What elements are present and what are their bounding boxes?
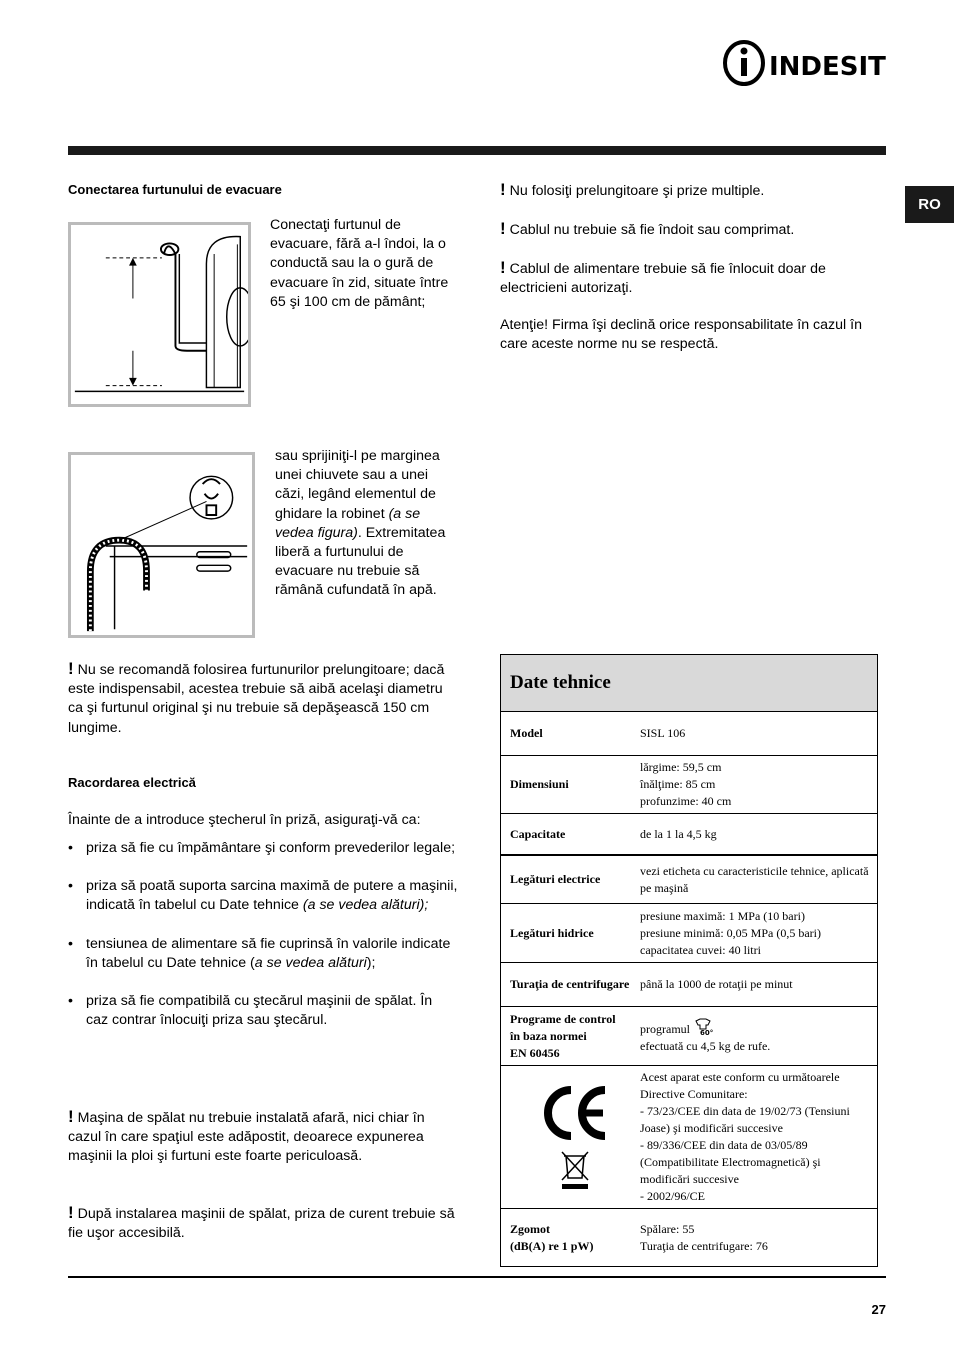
table-row xyxy=(501,1209,877,1266)
warning-socket-access: ! După instalarea maşinii de spălat, priza de curent trebuie să fie uşor accesibilă. xyxy=(68,1203,455,1242)
technical-data-table xyxy=(500,654,878,1267)
row-label: Turaţia de centrifugare xyxy=(510,977,630,991)
row-label: Capacitate xyxy=(510,826,566,841)
row-label: Zgomot (dB(A) re 1 pW) xyxy=(510,1221,594,1253)
row-label: Legături hidrice xyxy=(510,925,594,940)
table-row xyxy=(501,963,877,1007)
section-heading-electric: Racordarea electrică xyxy=(68,775,196,790)
indesit-logo xyxy=(722,40,892,86)
table-row xyxy=(501,814,877,856)
top-rule xyxy=(68,146,886,155)
ce-cell xyxy=(501,1066,640,1208)
list-item: • priza să poată suporta sarcina maximă de putere a maşinii, indicată în tabelul cu Date tehnice (a se vedea alături); xyxy=(68,877,458,915)
warning-extension-hoses: ! Nu se recomandă folosirea furtunurilor prelungitoare; dacă este indispensabil, acestea trebuie să aibă acelaşi diametru ca şi furtunul original şi nu trebuie să depăşească 150 cm lungime. xyxy=(68,659,445,736)
ce-directives: Acest aparat este conform cu următoarele Directive Comunitare: - 73/23/CEE din data de 19/02/73 (Tensiuni Joase) şi modificări succesive - 89/336/CEE din data de 03/05/89 (Compatibilitate Electromagnetică) şi modificări succesive - 2002/96/CE xyxy=(640,1070,850,1203)
row-label: Programe de control în baza normei EN 60456 xyxy=(510,1011,616,1060)
row-value: vezi eticheta cu caracteristicile tehnice, aplicată pe maşină xyxy=(640,863,869,895)
table-row xyxy=(501,1007,877,1066)
section-heading-drain: Conectarea furtunului de evacuare xyxy=(68,182,282,197)
list-item: • tensiunea de alimentare să fie cuprinsă în valorile indicate în tabelul cu Date tehnice (a se vedea alături); xyxy=(68,935,458,973)
table-row xyxy=(501,712,877,756)
liability-note: Atenţie! Firma îşi declină orice responsabilitate în cazul în care aceste norme nu se respectă. xyxy=(500,317,862,353)
row-label: Dimensiuni xyxy=(510,777,569,791)
list-item: • priza să fie cu împământare şi conform prevederilor legale; xyxy=(68,839,458,858)
row-value: până la 1000 de rotaţii pe minut xyxy=(640,977,793,991)
language-tab: RO xyxy=(905,186,954,223)
drain-hose-sink-figure xyxy=(68,452,255,638)
row-value: SISL 106 xyxy=(640,726,686,740)
drain-hose-wall-figure xyxy=(68,222,251,407)
row-value: Spălare: 55 Turaţia de centrifugare: 76 xyxy=(640,1221,768,1253)
weee-bin-icon xyxy=(560,1150,590,1190)
list-item: • priza să fie compatibilă cu ştecărul maşinii de spălat. În caz contrar înlocuiţi priza sau ştecărul. xyxy=(68,992,458,1030)
table-title: Date tehnice xyxy=(501,655,877,712)
drain-paragraph-1: Conectaţi furtunul de evacuare, fără a-l îndoi, la o conductă sau la o gură de evacuare în zid, situate între 65 şi 100 cm de pământ; xyxy=(270,217,449,310)
row-label: Model xyxy=(510,726,543,740)
brand-name: INDESIT xyxy=(769,52,886,82)
row-value: programul 60° efectuată cu 4,5 kg de rufe. xyxy=(640,1007,877,1065)
bottom-rule xyxy=(68,1276,886,1278)
electric-intro: Înainte de a introduce ştecherul în priză, asiguraţi-vă ca: xyxy=(68,812,421,828)
table-row xyxy=(501,904,877,963)
cotton-program-icon xyxy=(693,1018,713,1036)
ce-mark-icon xyxy=(541,1084,609,1142)
row-label: Legături electrice xyxy=(510,872,601,886)
warning-cable-replace: ! Cablul de alimentare trebuie să fie înlocuit doar de electricieni autorizaţi. xyxy=(500,258,826,297)
warning-no-extension: ! Nu folosiţi prelungitoare şi prize multiple. xyxy=(500,180,765,199)
electric-checklist xyxy=(68,839,458,1049)
row-value: lărgime: 59,5 cm înălţime: 85 cm profunzime: 40 cm xyxy=(640,760,732,808)
table-row xyxy=(501,756,877,814)
warning-outdoor: ! Maşina de spălat nu trebuie instalată afară, nici chiar în cazul în care spaţiul este adăpostit, deoarece expunerea maşinii la ploi şi furtuni este foarte periculoasă. xyxy=(68,1107,425,1165)
drain-paragraph-2: sau sprijiniţi-l pe marginea unei chiuvete sau a unei căzi, legând elementul de ghidare la robinet (a se vedea figura). Extremitatea liberă a furtunului de evacuare nu trebuie să rămână cufundată în apă. xyxy=(275,448,446,599)
svg-text:60°: 60° xyxy=(700,1028,713,1036)
table-row xyxy=(501,856,877,904)
warning-cable-bend: ! Cablul nu trebuie să fie îndoit sau comprimat. xyxy=(500,219,795,238)
row-value: presiune maximă: 1 MPa (10 bari) presiune minimă: 0,05 MPa (0,5 bari) capacitatea cuvei: 40 litri xyxy=(640,908,821,957)
table-row xyxy=(501,1066,877,1209)
row-value: de la 1 la 4,5 kg xyxy=(640,826,717,841)
page-number: 27 xyxy=(871,1302,886,1317)
